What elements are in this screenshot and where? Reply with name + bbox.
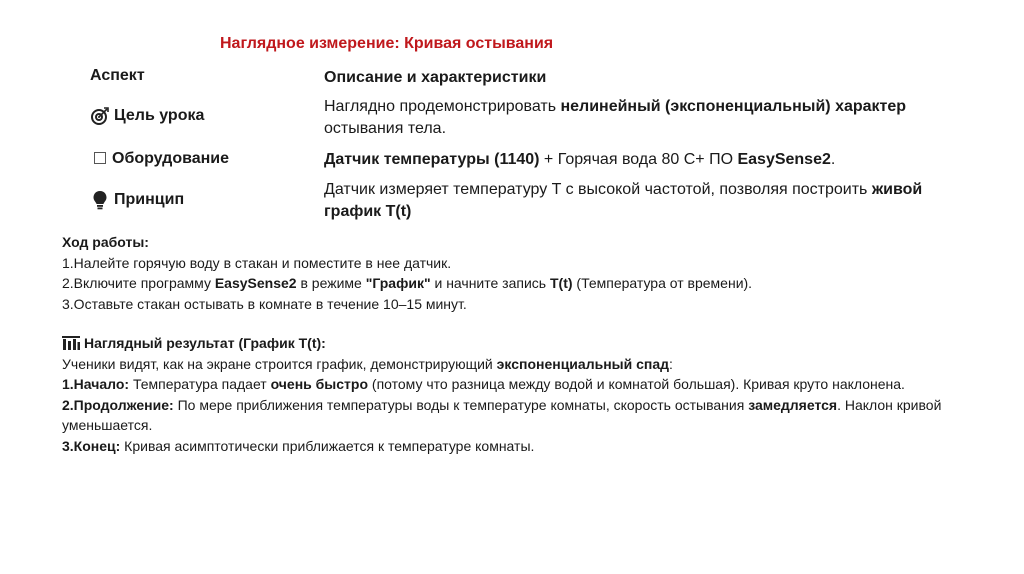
result-text: Кривая асимптотически приближается к температуре комнаты. <box>120 437 535 454</box>
result-item-label: 3.Конец: <box>62 437 121 454</box>
result-text: . Наклон кривой уменьшается. <box>62 396 942 433</box>
result-text: : <box>669 355 673 372</box>
result-emphasis: замедляется <box>748 396 838 413</box>
aspect-label: Оборудование <box>112 150 230 167</box>
result-text: По мере приближения температуры воды к температуре комнаты, скорость остывания <box>173 396 749 413</box>
desc-text: Датчик измеряет температуру T с высокой частотой, позволяя построить <box>324 181 872 198</box>
description-cell <box>324 149 964 171</box>
work-step <box>62 273 962 294</box>
aspect-cell <box>90 150 229 168</box>
result-emphasis: экспоненциальный спад <box>496 355 670 372</box>
step-text: (Температура от времени). <box>572 275 753 291</box>
description-column-header: Описание и характеристики <box>324 69 547 86</box>
result-item <box>62 436 962 457</box>
description-cell <box>324 96 964 140</box>
desc-emphasis: EasySense2 <box>737 151 831 168</box>
result-item <box>62 395 942 436</box>
step-text: 2.Включите программу <box>62 275 215 291</box>
work-procedure <box>62 232 962 314</box>
aspect-column-header: Аспект <box>90 67 145 84</box>
result-heading: Наглядный результат (График T(t): <box>84 335 326 351</box>
step-text: и начните запись <box>430 275 550 291</box>
result-text: Ученики видят, как на экране строится график, демонстрирующий <box>62 355 497 372</box>
result-heading-line <box>62 333 962 354</box>
result-intro <box>62 354 962 375</box>
aspect-label: Принцип <box>114 191 185 209</box>
work-step: 1.Налейте горячую воду в стакан и поместите в нее датчик. <box>62 254 452 271</box>
target-icon <box>90 106 110 126</box>
desc-text: остывания тела. <box>324 120 447 137</box>
bar-chart-icon <box>62 335 80 349</box>
step-text: в режиме <box>296 275 366 291</box>
desc-text: Наглядно продемонстрировать <box>324 98 561 115</box>
step-emphasis: T(t) <box>549 275 573 291</box>
step-emphasis: EasySense2 <box>214 275 297 291</box>
result-item-label: 1.Начало: <box>62 376 130 392</box>
aspect-cell <box>90 106 204 126</box>
desc-text: + Горячая вода 80 С+ ПО <box>539 151 738 168</box>
desc-emphasis: живой график T(t) <box>324 181 923 220</box>
step-emphasis: "График" <box>365 275 431 291</box>
aspect-cell <box>90 190 184 210</box>
result-emphasis: очень быстро <box>270 376 369 392</box>
result-item-label: 2.Продолжение: <box>62 396 174 413</box>
result-text: Температура падает <box>129 376 271 392</box>
slide-title: Наглядное измерение: Кривая остывания <box>220 35 554 52</box>
desc-emphasis: нелинейный (экспоненциальный) характер <box>560 98 907 115</box>
checkbox-icon <box>94 152 106 164</box>
result-text: (потому что разница между водой и комнатой большая). Кривая круто наклонена. <box>368 376 905 392</box>
result-item <box>62 374 962 395</box>
desc-emphasis: Датчик температуры (1140) <box>324 151 540 168</box>
lightbulb-icon <box>90 190 110 210</box>
desc-text: . <box>830 151 836 168</box>
description-cell <box>324 179 964 223</box>
work-heading: Ход работы: <box>62 234 149 250</box>
work-step: 3.Оставьте стакан остывать в комнате в течение 10–15 минут. <box>62 295 467 312</box>
result-section <box>62 333 962 456</box>
aspect-label: Цель урока <box>114 107 205 125</box>
